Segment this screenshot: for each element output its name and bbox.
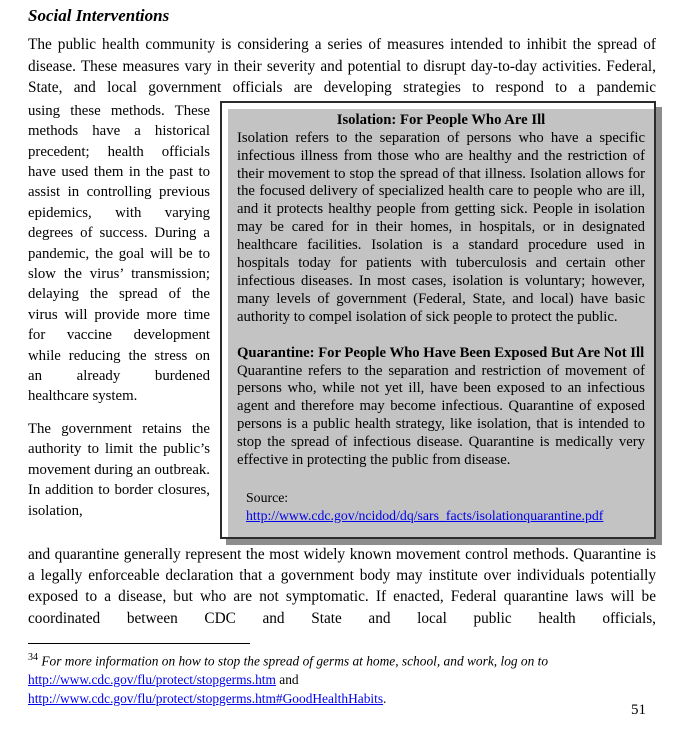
page-number: 51 [631,702,646,718]
footnote-text: For more information on how to stop the spread of germs at home, school, and work, log on to [41,653,549,669]
footnote-separator-rule [28,643,250,644]
footnote-connector: and [279,672,299,688]
page-title: Social Interventions [28,6,170,25]
quarantine-body: Quarantine refers to the separation and restriction of movement of persons who, while not yet ill, have been exposed to an infectious agent and therefore may become infectious. Quarantine of exposed persons is a public health strategy, like isolation, that is intended to stop the spread of infectious disease. Quarantine is medically very effective in protecting the public from disease. [237,362,645,469]
infobox-gray-panel [228,109,654,537]
left-paragraph-1: using these methods. These methods have a historical precedent; health officials have used them in the past to assist in controlling previous epidemics, with varying degrees of success. During a pandemic, the goal will be to slow the virus’ transmission; delaying the spread of the virus will provide more time for vaccine development while reducing the stress on an already burdened healthcare system. [28,102,210,405]
continuation-paragraph: and quarantine generally represent the most widely known movement control methods. Quarantine is a legally enforceable declaration that a government body may institute over individuals potentially exposed to a disease, but who are not symptomatic. If enacted, Federal quarantine laws will be coordinated between CDC and State and local public health officials, [28,545,656,627]
footnote-number: 34 [28,652,38,663]
footnote-link-2[interactable]: http://www.cdc.gov/flu/protect/stopgerms.htm#GoodHealthHabits [28,690,384,706]
intro-paragraph: The public health community is considering a series of measures intended to inhibit the spread of disease. These measures vary in their severity and potential to disrupt day-to-day activities. Federal, State, and local government officials are developing strategies to respond to a pandemic [28,36,656,97]
source-line [237,489,645,525]
content-row [28,101,656,539]
isolation-heading: Isolation: For People Who Are Ill [336,111,546,128]
source-link[interactable]: http://www.cdc.gov/ncidod/dq/sars_facts/isolationquarantine.pdf [246,507,604,523]
left-paragraph-2: The government retains the authority to limit the public’s movement during an outbreak. In addition to border closures, isolation, [28,420,210,519]
footnote-period: . [383,690,387,706]
source-label: Source: [246,490,289,505]
footnote-link-1[interactable]: http://www.cdc.gov/flu/protect/stopgerms.htm [28,672,276,688]
footnote [28,649,656,708]
quarantine-heading: Quarantine: For People Who Have Been Exposed But Are Not Ill [237,344,645,361]
isolation-quarantine-infobox [220,101,656,539]
isolation-body: Isolation refers to the separation of persons who have a specific infectious illness from those who are healthy and the restriction of their movement to stop the spread of that illness. Isolation allows for the focused delivery of specialized health care to people who are ill, and it protects healthy people from getting sick. People in isolation may be cared for in their homes, in hospitals, or in designated healthcare facilities. Isolation is a standard procedure used in hospitals today for patients with tuberculosis and certain other infectious diseases. In most cases, isolation is voluntary; however, many levels of government (Federal, State, and local) have basic authority to compel isolation of sick people to protect the public. [237,129,645,325]
left-column [28,101,210,521]
